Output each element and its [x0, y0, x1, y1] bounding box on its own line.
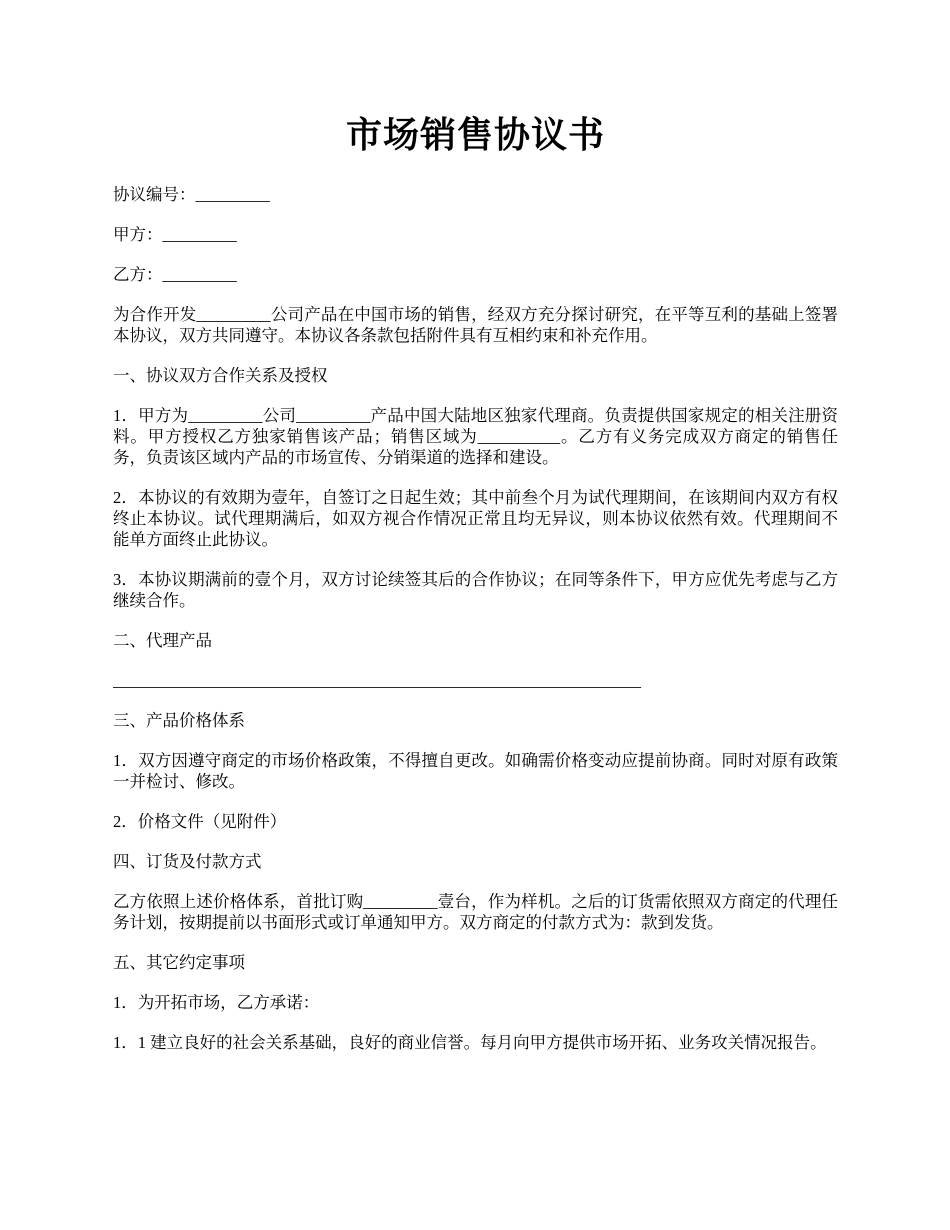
clause-5-1-1: 1．1 建立良好的社会关系基础，良好的商业信誉。每月向甲方提供市场开拓、业务攻关情况报告。 — [113, 1033, 827, 1052]
clause-5-1: 1．为开拓市场，乙方承诺： — [113, 993, 320, 1012]
clause-1-3: 3．本协议期满前的壹个月，双方讨论续签其后的合作协议；在同等条件下，甲方应优先考虑与乙方继续合作。 — [113, 570, 838, 610]
agreement-number: 协议编号：_________ — [113, 185, 270, 204]
clause-3-2: 2．价格文件（见附件） — [113, 812, 287, 831]
section-heading-4: 四、订货及付款方式 — [113, 852, 262, 871]
clause-4: 乙方依照上述价格体系，首批订购_________壹台，作为样机。之后的订货需依照双方商定的代理任务计划，按期提前以书面形式或订单通知甲方。双方商定的付款方式为：款到发货。 — [113, 892, 838, 932]
clause-1-1: 1．甲方为_________公司_________产品中国大陆地区独家代理商。负责提供国家规定的相关注册资料。甲方授权乙方独家销售该产品；销售区域为__________。乙方有义务完成双方商定的销售任务，负责该区域内产品的市场宣传、分销渠道的选择和建设。 — [113, 406, 838, 467]
section-heading-1: 一、协议双方合作关系及授权 — [113, 366, 328, 385]
document-title: 市场销售协议书 — [345, 115, 605, 155]
section-heading-2: 二、代理产品 — [113, 631, 212, 650]
section-heading-3: 三、产品价格体系 — [113, 711, 245, 730]
clause-3-1: 1．双方因遵守商定的市场价格政策，不得擅自更改。如确需价格变动应提前协商。同时对原有政策一并检讨、修改。 — [113, 751, 838, 791]
preamble: 为合作开发_________公司产品在中国市场的销售，经双方充分探讨研究，在平等互利的基础上签署本协议，双方共同遵守。本协议各条款包括附件具有互相约束和补充作用。 — [113, 305, 838, 345]
section-heading-5: 五、其它约定事项 — [113, 953, 245, 972]
party-a: 甲方：_________ — [113, 225, 237, 244]
clause-1-2: 2．本协议的有效期为壹年，自签订之日起生效；其中前叁个月为试代理期间，在该期间内双方有权终止本协议。试代理期满后，如双方视合作情况正常且均无异议，则本协议依然有效。代理期间不能单方面终止此协议。 — [113, 488, 838, 549]
party-b: 乙方：_________ — [113, 265, 237, 284]
product-blank-line: ________________________________________________________________ — [113, 671, 641, 690]
